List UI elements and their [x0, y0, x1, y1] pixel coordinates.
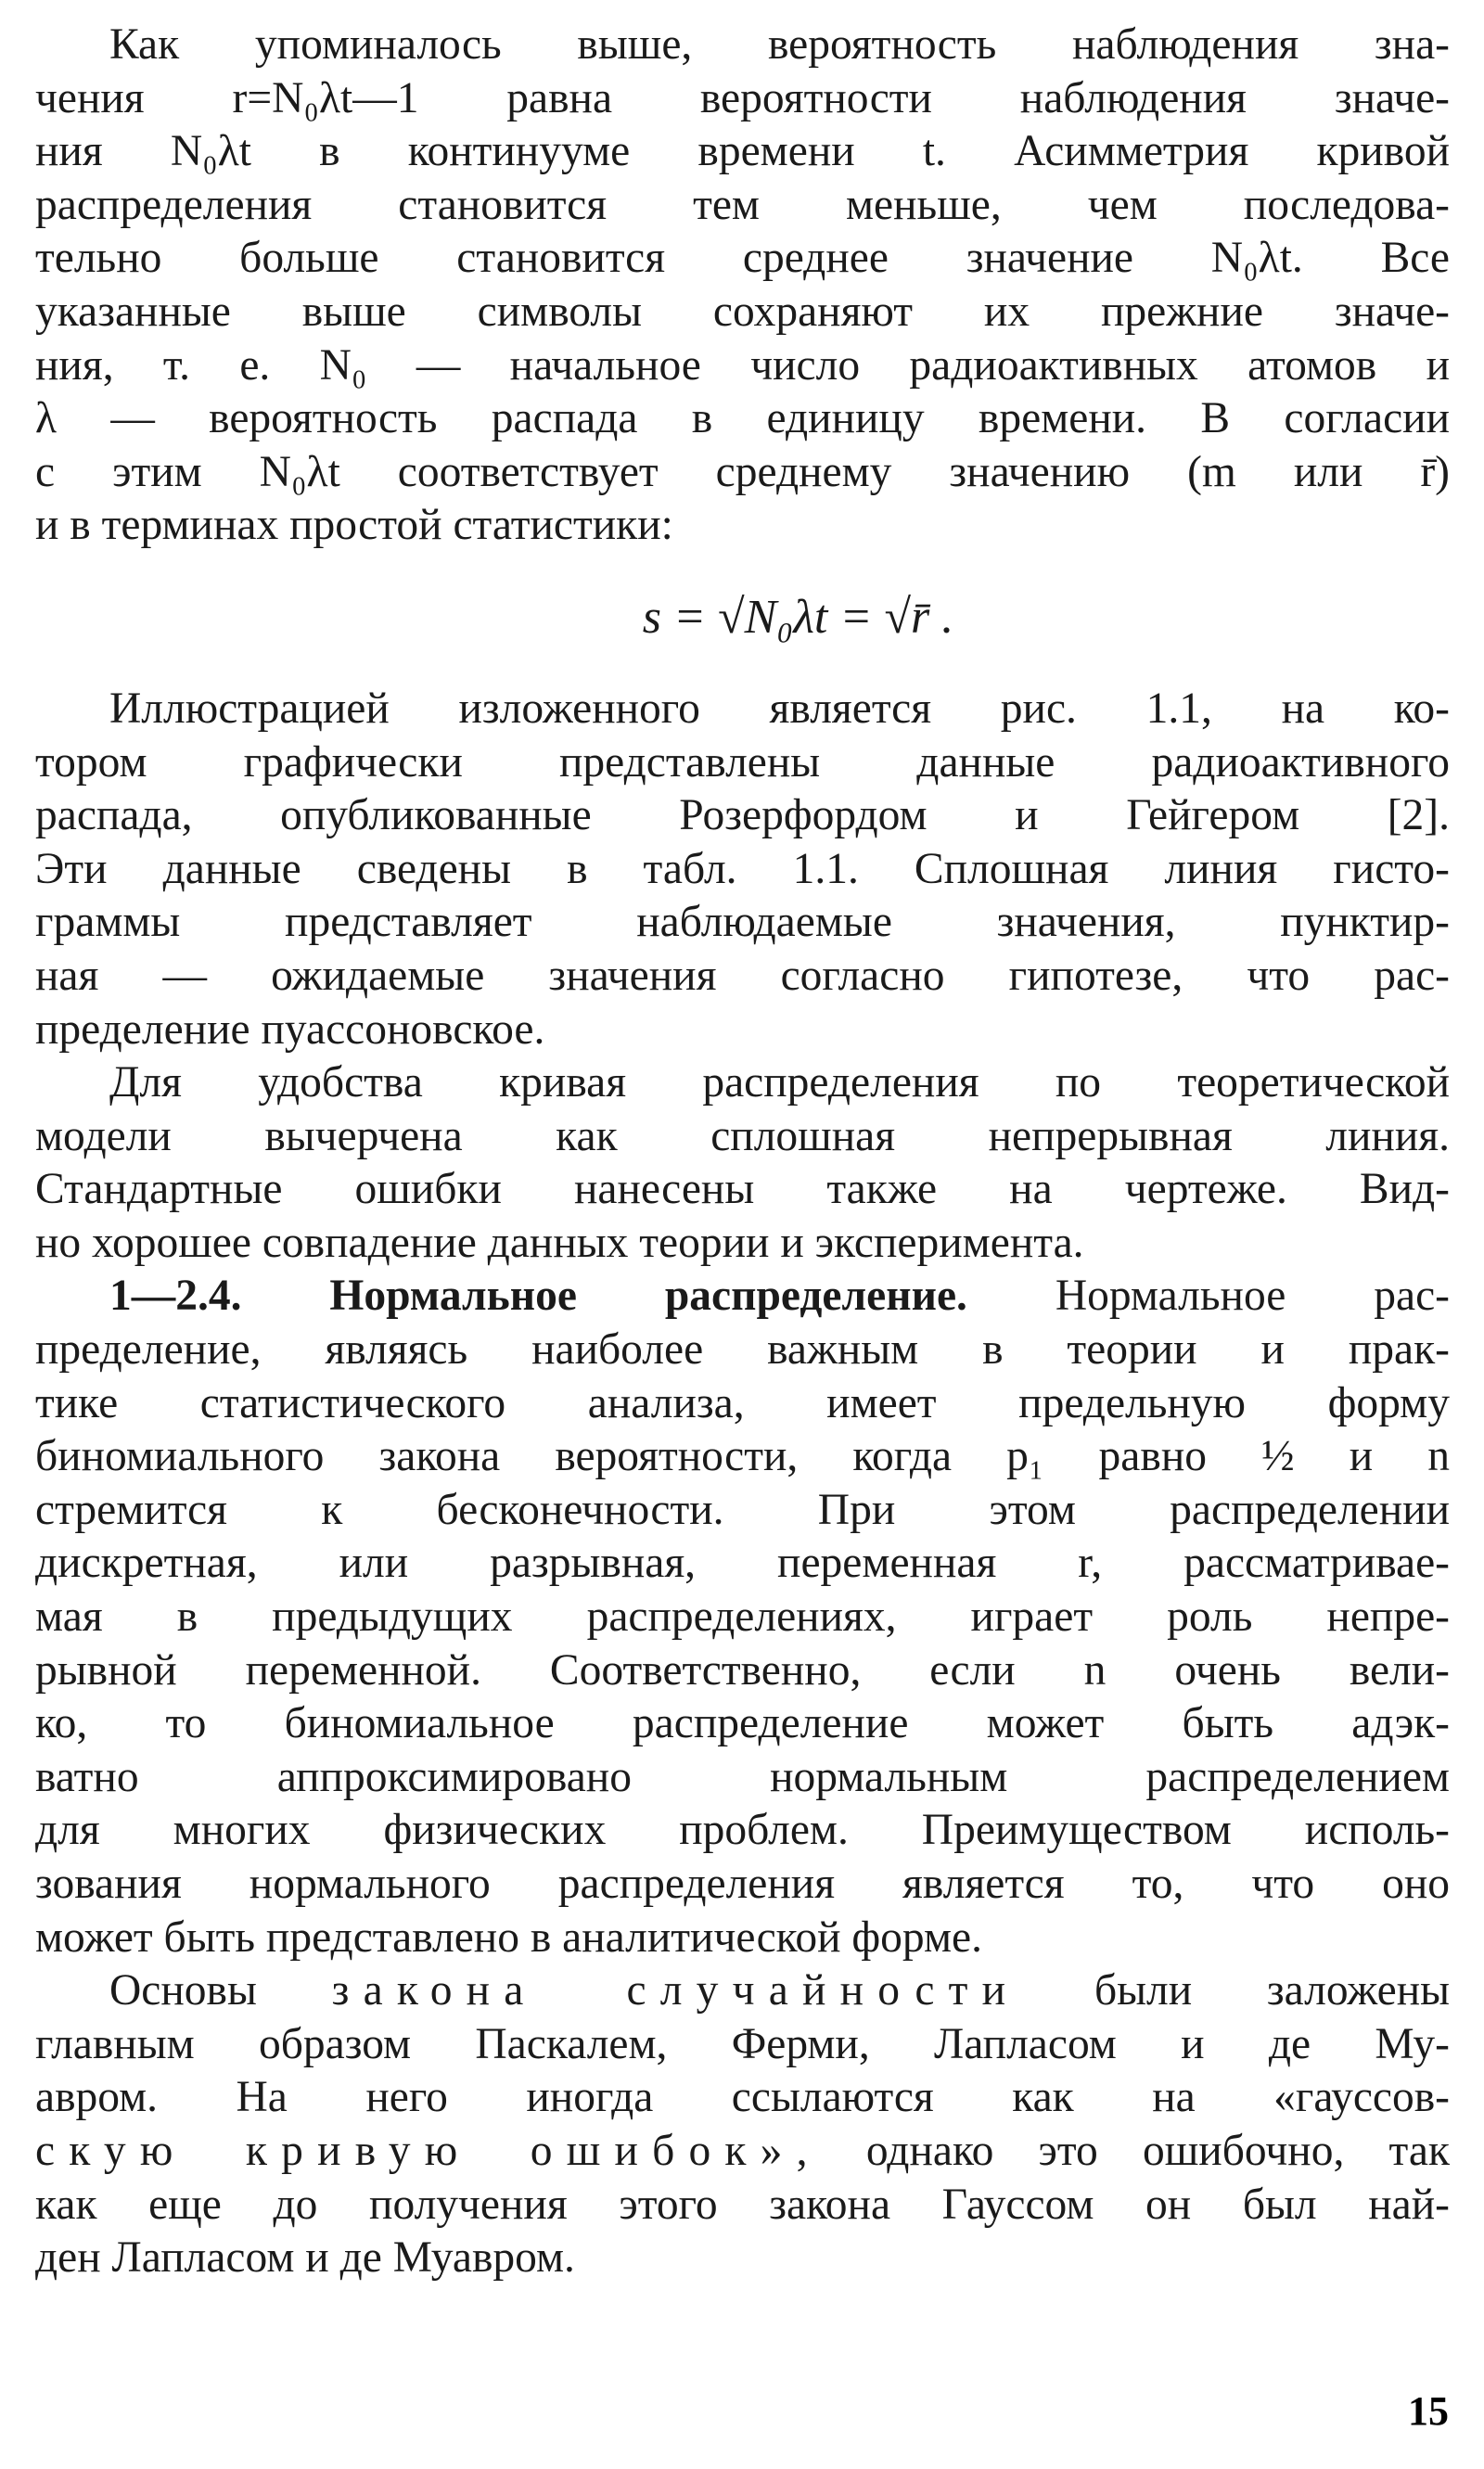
- text-line: тельно больше становится среднее значение N₀λt. Все: [35, 234, 1450, 283]
- text-line: граммы представляет наблюдаемые значения, пунктир-: [35, 898, 1450, 947]
- text-line: ватно аппроксимировано нормальным распределением: [35, 1752, 1450, 1801]
- text-line: [35, 1270, 1450, 1324]
- text-line: ко, то биномиальное распределение может быть адэк-: [35, 1699, 1450, 1748]
- text-line: распада, опубликованные Розерфордом и Гейгером [2].: [35, 791, 1450, 840]
- paragraph-2: [35, 683, 1450, 1056]
- text-line: мая в предыдущих распределениях, играет роль непре-: [35, 1593, 1450, 1642]
- paragraph-3: [35, 1056, 1450, 1270]
- text-line: Как упоминалось выше, вероятность наблюдения зна-: [109, 20, 1450, 69]
- text-line: и в терминах простой статистики:: [35, 501, 673, 550]
- text-line: Эти данные сведены в табл. 1.1. Сплошная линия гисто-: [35, 844, 1450, 893]
- text-line: Иллюстрацией изложенного является рис. 1.1, на ко-: [109, 684, 1450, 733]
- formula: s = √N₀λt = √r̄ .: [642, 590, 954, 644]
- text-fragment: Основы: [109, 1966, 257, 2015]
- text-line: [35, 2125, 1450, 2179]
- text-line: тором графически представлены данные радиоактивного: [35, 737, 1450, 787]
- text-line: с этим N₀λt соответствует среднему значению (m или r̄): [35, 447, 1450, 496]
- text-line: главным образом Паскалем, Ферми, Лапласом и де Му-: [35, 2019, 1450, 2068]
- page-number: 15: [1408, 2388, 1449, 2434]
- text-line: модели вычерчена как сплошная непрерывная линия.: [35, 1111, 1450, 1160]
- text-line: рывной переменной. Соответственно, если n очень вели-: [35, 1645, 1450, 1695]
- text-line: ден Лапласом и де Муавром.: [35, 2233, 575, 2283]
- text-fragment: Нормальное рас-: [1055, 1272, 1451, 1321]
- text-line: тике статистического анализа, имеет предельную форму: [35, 1378, 1450, 1427]
- text-line: ния N₀λt в континууме времени t. Асимметрия кривой: [35, 127, 1450, 176]
- text-line: но хорошее совпадение данных теории и эксперимента.: [35, 1218, 1084, 1267]
- text-line: Для удобства кривая распределения по теоретической: [109, 1058, 1450, 1107]
- text-fragment: однако это ошибочно, так: [865, 2126, 1450, 2175]
- text-line: дискретная, или разрывная, переменная r, рассматривае-: [35, 1539, 1450, 1588]
- text-line: биномиального закона вероятности, когда p₁ равно ½ и n: [35, 1432, 1450, 1481]
- page: [35, 19, 1450, 2285]
- text-line: указанные выше символы сохраняют их прежние значе-: [35, 287, 1450, 336]
- text-line: для многих физических проблем. Преимуществом исполь-: [35, 1806, 1450, 1855]
- spaced-emphasis: закона случайности: [331, 1966, 1020, 2015]
- text-line: авром. На него иногда ссылаются как на «гауссов-: [35, 2073, 1450, 2122]
- spaced-emphasis: скую кривую ошибок»,: [35, 2126, 822, 2175]
- text-line: ния, т. е. N₀ — начальное число радиоактивных атомов и: [35, 340, 1450, 390]
- paragraph-4: [35, 1270, 1450, 1964]
- text-line: ная — ожидаемые значения согласно гипотезе, что рас-: [35, 951, 1450, 1000]
- paragraph-1: [35, 19, 1450, 553]
- text-line: Стандартные ошибки нанесены также на чертеже. Вид-: [35, 1165, 1450, 1214]
- text-line: стремится к бесконечности. При этом распределении: [35, 1485, 1450, 1534]
- text-line: λ — вероятность распада в единицу времени. В согласии: [35, 394, 1450, 443]
- section-heading: 1—2.4. Нормальное распределение.: [109, 1272, 967, 1321]
- text-line: зования нормального распределения является то, что оно: [35, 1860, 1450, 1908]
- text-line: может быть представлено в аналитической форме.: [35, 1913, 982, 1962]
- text-line: пределение пуассоновское.: [35, 1004, 545, 1054]
- text-line: [35, 1964, 1450, 2018]
- text-line: распределения становится тем меньше, чем последова-: [35, 180, 1450, 229]
- paragraph-5: [35, 1964, 1450, 2285]
- text-line: чения r=N₀λt—1 равна вероятности наблюдения значе-: [35, 73, 1450, 122]
- text-fragment: были заложены: [1094, 1966, 1451, 2015]
- text-line: пределение, являясь наиболее важным в теории и прак-: [35, 1325, 1450, 1375]
- text-line: как еще до получения этого закона Гауссом он был най-: [35, 2180, 1450, 2229]
